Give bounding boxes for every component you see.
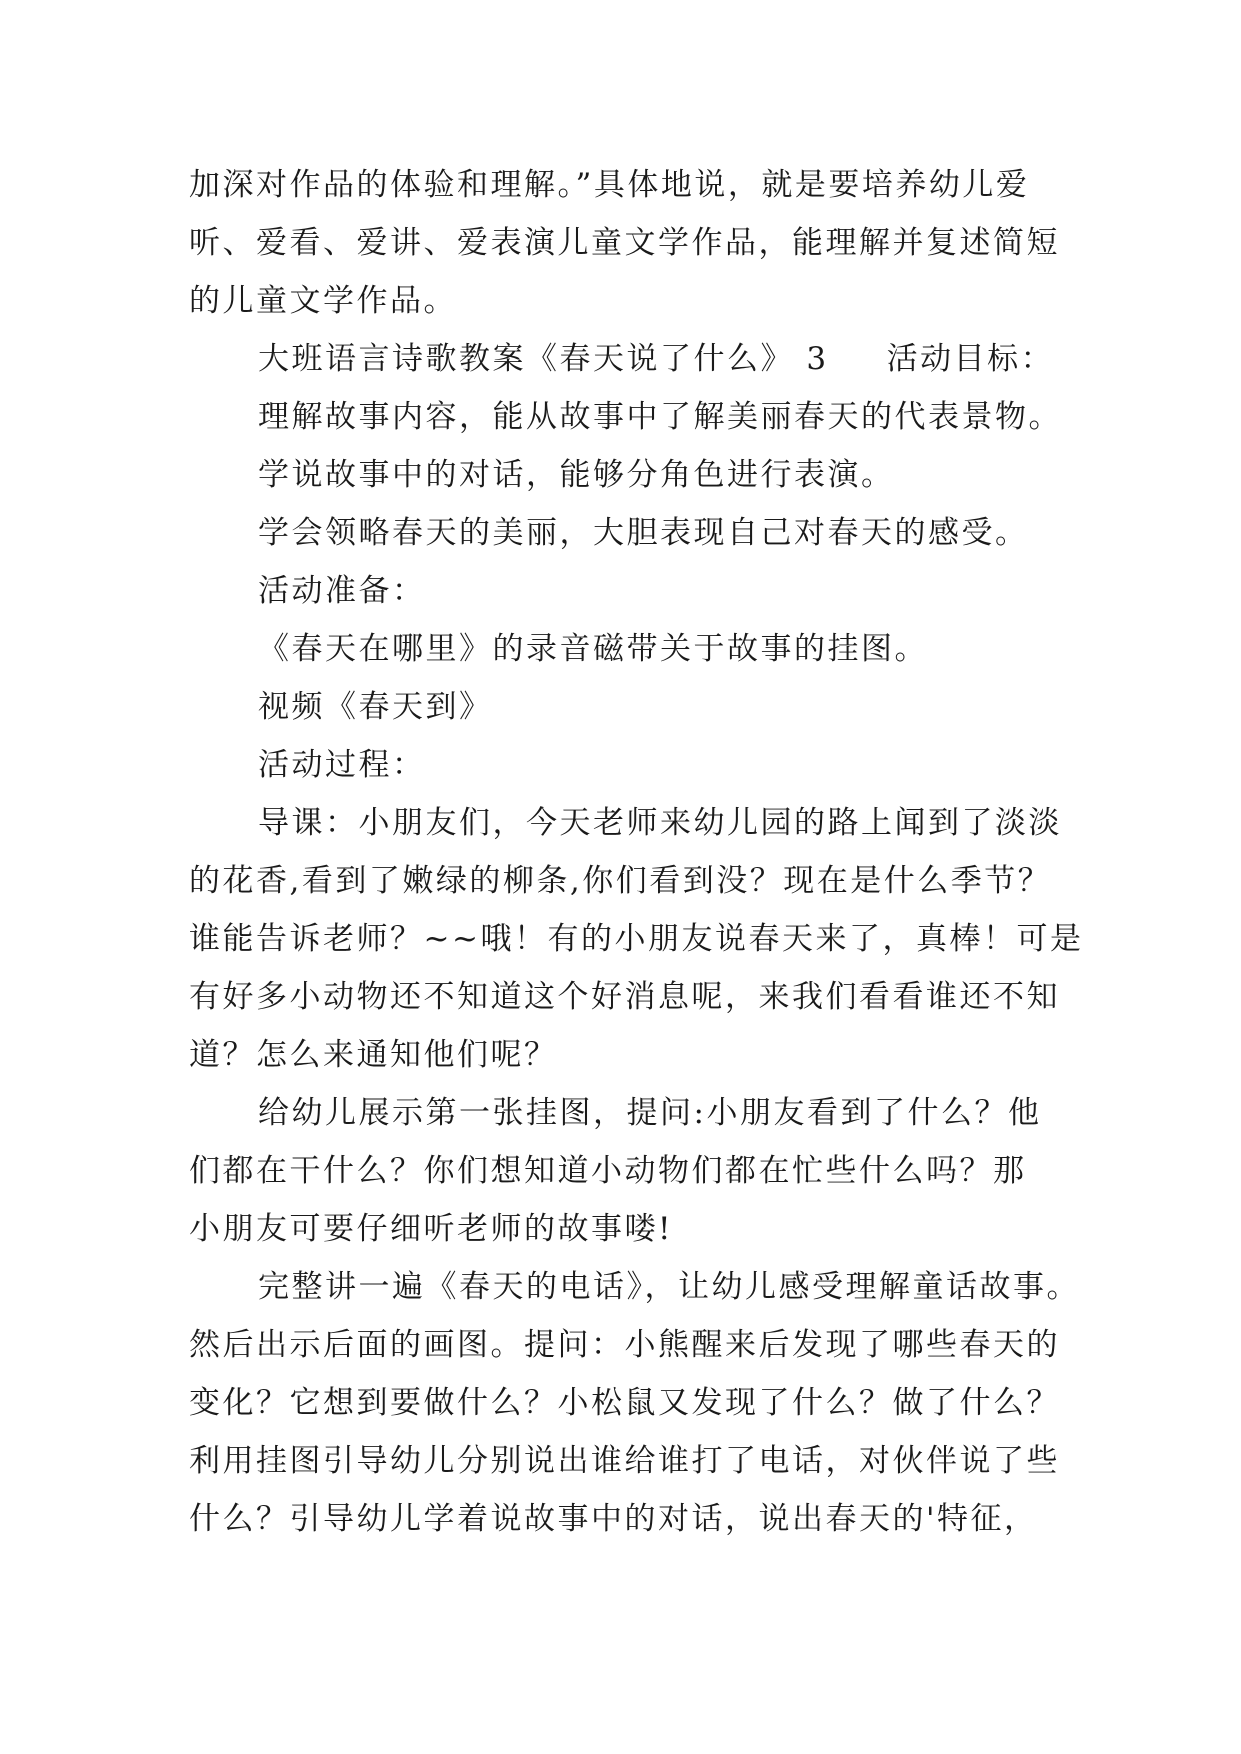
text-line: 谁能告诉老师？~~哦！有的小朋友说春天来了，真棒！可是 <box>189 921 1084 957</box>
text-line: 小朋友可要仔细听老师的故事喽! <box>189 1211 673 1247</box>
text-line: 视频《春天到》 <box>258 689 493 725</box>
section-label: 活动过程： <box>258 747 426 783</box>
text-line: 然后出示后面的画图。提问：小熊醒来后发现了哪些春天的 <box>189 1327 1060 1363</box>
text-line: 利用挂图引导幼儿分别说出谁给谁打了电话，对伙伴说了些 <box>189 1443 1060 1479</box>
text-line: 道？怎么来通知他们呢？ <box>189 1037 558 1073</box>
lesson-heading <box>258 337 1054 381</box>
text-line: 听、爱看、爱讲、爱表演儿童文学作品，能理解并复述简短 <box>189 225 1060 261</box>
text-line: 加深对作品的体验和理解。”具体地说，就是要培养幼儿爱 <box>189 167 1030 203</box>
activity-goals-label: 活动目标： <box>886 341 1055 377</box>
text-line: 变化？它想到要做什么？小松鼠又发现了什么？做了什么？ <box>189 1385 1060 1421</box>
text-line: 理解故事内容，能从故事中了解美丽春天的代表景物。 <box>258 399 1062 435</box>
lesson-title: 大班语言诗歌教案《春天说了什么》 3 <box>258 341 829 377</box>
text-line: 的花香,看到了嫩绿的柳条,你们看到没？现在是什么季节？ <box>189 863 1052 899</box>
text-line: 什么？引导幼儿学着说故事中的对话，说出春天的'特征， <box>189 1501 1038 1537</box>
text-line: 们都在干什么？你们想知道小动物们都在忙些什么吗？那 <box>189 1153 1027 1189</box>
text-line: 的儿童文学作品。 <box>189 283 457 319</box>
text-line: 有好多小动物还不知道这个好消息呢，来我们看看谁还不知 <box>189 979 1060 1015</box>
text-line: 给幼儿展示第一张挂图，提问:小朋友看到了什么？他 <box>258 1095 1042 1131</box>
text-line: 完整讲一遍《春天的电话》，让幼儿感受理解童话故事。 <box>258 1269 1080 1305</box>
text-line: 《春天在哪里》的录音磁带关于故事的挂图。 <box>258 631 928 667</box>
section-label: 活动准备： <box>258 573 426 609</box>
text-line: 学会领略春天的美丽，大胆表现自己对春天的感受。 <box>258 515 1029 551</box>
text-line: 导课：小朋友们，今天老师来幼儿园的路上闻到了淡淡 <box>258 805 1062 841</box>
text-line: 学说故事中的对话，能够分角色进行表演。 <box>258 457 895 493</box>
